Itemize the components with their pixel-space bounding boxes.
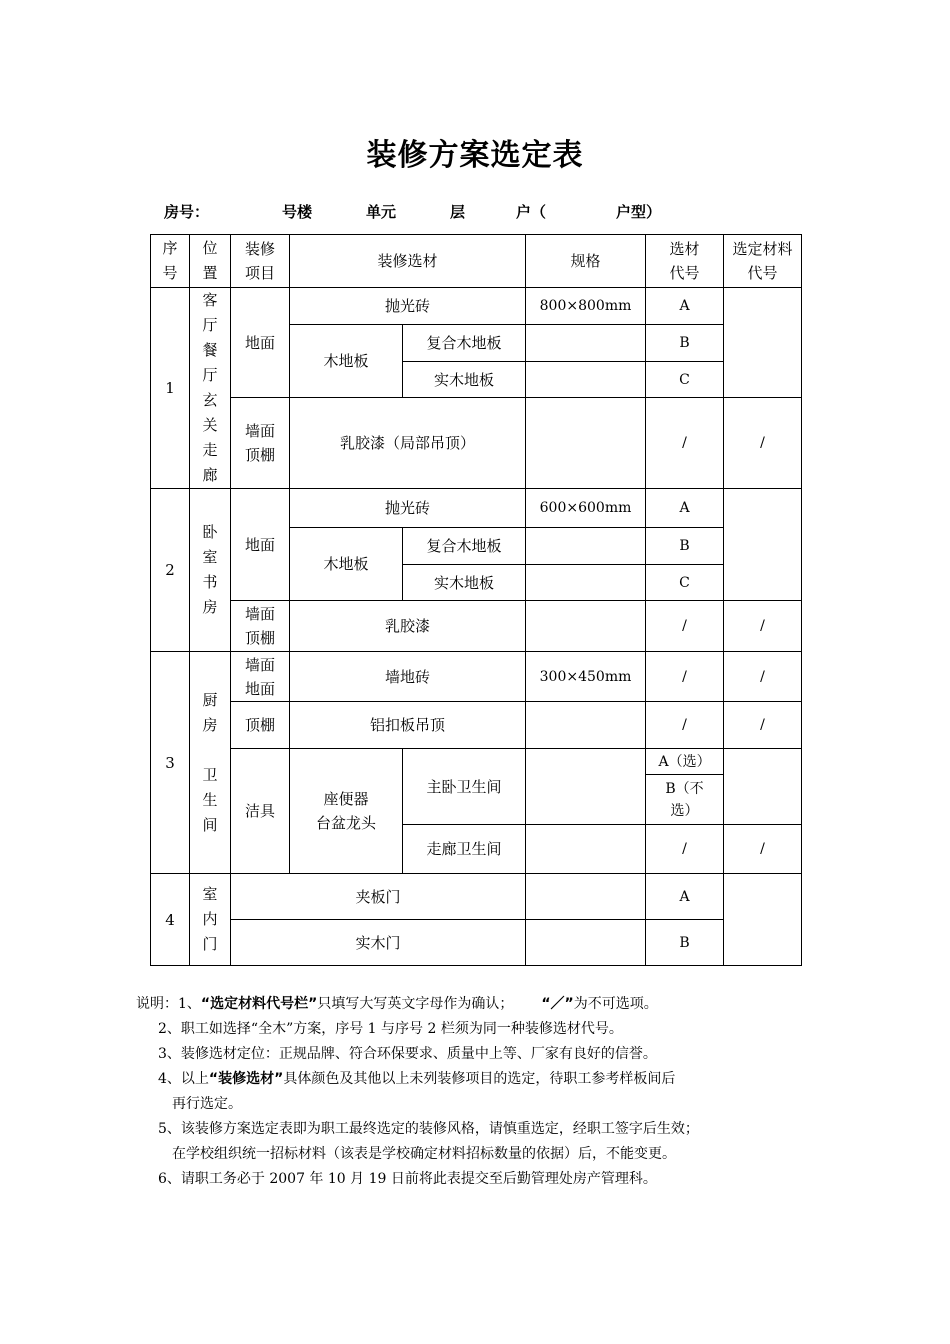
spec-cell	[526, 565, 646, 601]
chosen-code-cell[interactable]	[724, 749, 802, 825]
chosen-code-cell: /	[724, 398, 802, 489]
item-cell: 地面	[231, 288, 290, 398]
note-bold: “／”	[541, 996, 574, 1012]
material-sub-cell: 实木地板	[403, 362, 526, 398]
header-seq: 序号	[162, 239, 178, 282]
spec-cell	[526, 749, 646, 825]
code-cell: /	[646, 702, 724, 749]
item-line: 墙面	[244, 422, 275, 440]
code-cell: A	[646, 489, 724, 528]
note-text: 为不可选项。	[573, 996, 658, 1012]
note-5: 5、该装修方案选定表即为职工最终选定的装修风格，请慎重选定，经职工签字后生效；	[158, 1121, 699, 1137]
spec-cell	[526, 398, 646, 489]
floor-label: 层	[450, 203, 466, 221]
item-cell	[231, 398, 290, 489]
item-line: 墙面	[244, 655, 275, 674]
code-cell: A（选）	[646, 749, 724, 775]
item-line: 地面	[244, 679, 275, 698]
material-cell: 木地板	[290, 528, 403, 601]
spec-cell	[526, 528, 646, 565]
header-chosen-code: 选定材料代号	[732, 240, 793, 282]
table-row	[151, 398, 802, 489]
material-cell: 实木门	[231, 920, 526, 966]
code-cell: B	[646, 325, 724, 362]
position-cell: 室内门	[202, 885, 218, 953]
header-material: 装修选材	[290, 235, 526, 288]
material-sub-cell: 实木地板	[403, 565, 526, 601]
material-sub-cell: 主卧卫生间	[403, 749, 526, 825]
note-4-continued: 再行选定。	[172, 1096, 242, 1112]
code-cell: /	[646, 398, 724, 489]
code-cell: A	[646, 288, 724, 325]
table-row	[151, 874, 802, 920]
code-cell: /	[646, 652, 724, 702]
spec-cell	[526, 825, 646, 874]
material-sub-cell: 复合木地板	[403, 528, 526, 565]
item-line: 墙面	[244, 605, 275, 623]
material-cell: 夹板门	[231, 874, 526, 920]
building-label: 号楼	[282, 203, 313, 221]
spec-cell	[526, 325, 646, 362]
household-label: 户（	[516, 203, 547, 221]
material-sub-cell: 复合木地板	[403, 325, 526, 362]
decoration-table	[150, 234, 802, 966]
header-position: 位置	[202, 239, 218, 282]
table-row	[151, 601, 802, 652]
note-bold: “选定材料代号栏”	[200, 996, 318, 1012]
code-cell: C	[646, 565, 724, 601]
material-cell: 木地板	[290, 325, 403, 398]
item-cell	[231, 601, 290, 652]
seq-cell: 1	[151, 288, 190, 489]
code-cell	[646, 775, 724, 825]
spec-cell	[526, 362, 646, 398]
unit-label: 单元	[366, 203, 397, 221]
item-cell: 洁具	[231, 749, 290, 874]
note-4	[136, 1067, 796, 1092]
material-line: 座便器	[323, 790, 369, 808]
note-bold: “装修选材”	[208, 1071, 284, 1087]
note-prefix: 说明：1、	[136, 996, 201, 1012]
page-title: 装修方案选定表	[366, 138, 584, 173]
spec-cell	[526, 874, 646, 920]
position-cell: 卫生间	[202, 765, 218, 834]
note-text: 具体颜色及其他以上未列装修项目的选定，待职工参考样板间后	[283, 1071, 676, 1087]
header-code: 选材代号	[669, 240, 700, 282]
chosen-code-cell: /	[724, 702, 802, 749]
table-row	[151, 489, 802, 528]
material-cell: 铝扣板吊顶	[290, 702, 526, 749]
spec-cell	[526, 702, 646, 749]
material-cell: 抛光砖	[290, 288, 526, 325]
note-text: 只填写大写英文字母作为确认；	[317, 996, 514, 1012]
seq-cell: 4	[151, 874, 190, 966]
notes-section	[136, 992, 796, 1192]
code-cell: /	[646, 825, 724, 874]
chosen-code-cell[interactable]	[724, 874, 802, 966]
note-5-continued: 在学校组织统一招标材料（该表是学校确定材料招标数量的依据）后，不能变更。	[172, 1146, 676, 1162]
header-item: 装修项目	[244, 240, 275, 282]
note-3: 3、装修选材定位：正规品牌、符合环保要求、质量中上等、厂家有良好的信誉。	[158, 1046, 657, 1062]
spec-cell	[526, 601, 646, 652]
spec-cell	[526, 920, 646, 966]
note-1	[136, 992, 796, 1017]
code-text: B（不选）	[665, 780, 704, 819]
chosen-code-cell: /	[724, 825, 802, 874]
material-cell: 乳胶漆（局部吊顶）	[290, 398, 526, 489]
item-cell	[231, 652, 290, 702]
material-cell: 抛光砖	[290, 489, 526, 528]
table-row	[151, 702, 802, 749]
material-cell: 乳胶漆	[290, 601, 526, 652]
item-line: 顶棚	[244, 629, 275, 647]
table-row	[151, 920, 802, 966]
chosen-code-cell: /	[724, 601, 802, 652]
code-cell: A	[646, 874, 724, 920]
note-2: 2、职工如选择“全木”方案，序号 1 与序号 2 栏须为同一种装修选材代号。	[158, 1021, 623, 1037]
seq-cell: 3	[151, 652, 190, 874]
spec-cell: 800×800mm	[526, 288, 646, 325]
position-cell: 厨房	[202, 690, 218, 734]
chosen-code-cell[interactable]	[724, 288, 802, 398]
material-cell	[290, 749, 403, 874]
code-cell: /	[646, 601, 724, 652]
seq-cell: 2	[151, 489, 190, 652]
table-row	[151, 288, 802, 325]
code-cell: C	[646, 362, 724, 398]
household-type-label: 户型）	[616, 203, 662, 221]
code-cell: B	[646, 528, 724, 565]
material-line: 台盆龙头	[315, 814, 376, 832]
table-row	[151, 652, 802, 702]
chosen-code-cell: /	[724, 652, 802, 702]
spec-cell: 600×600mm	[526, 489, 646, 528]
code-cell: B	[646, 920, 724, 966]
header-row	[151, 235, 802, 288]
header-spec: 规格	[526, 235, 646, 288]
room-number-label: 房号：	[164, 203, 210, 221]
position-cell: 客厅餐厅玄关走廊	[202, 291, 218, 484]
item-line: 顶棚	[244, 446, 275, 464]
material-cell: 墙地砖	[290, 652, 526, 702]
item-cell: 顶棚	[231, 702, 290, 749]
position-cell: 卧室书房	[202, 523, 218, 616]
spec-cell: 300×450mm	[526, 652, 646, 702]
table-row	[151, 749, 802, 775]
item-cell: 地面	[231, 489, 290, 601]
note-prefix: 4、以上	[158, 1071, 209, 1087]
material-sub-cell: 走廊卫生间	[403, 825, 526, 874]
chosen-code-cell[interactable]	[724, 489, 802, 601]
note-6: 6、请职工务必于 2007 年 10 月 19 日前将此表提交至后勤管理处房产管理科。	[158, 1171, 657, 1187]
